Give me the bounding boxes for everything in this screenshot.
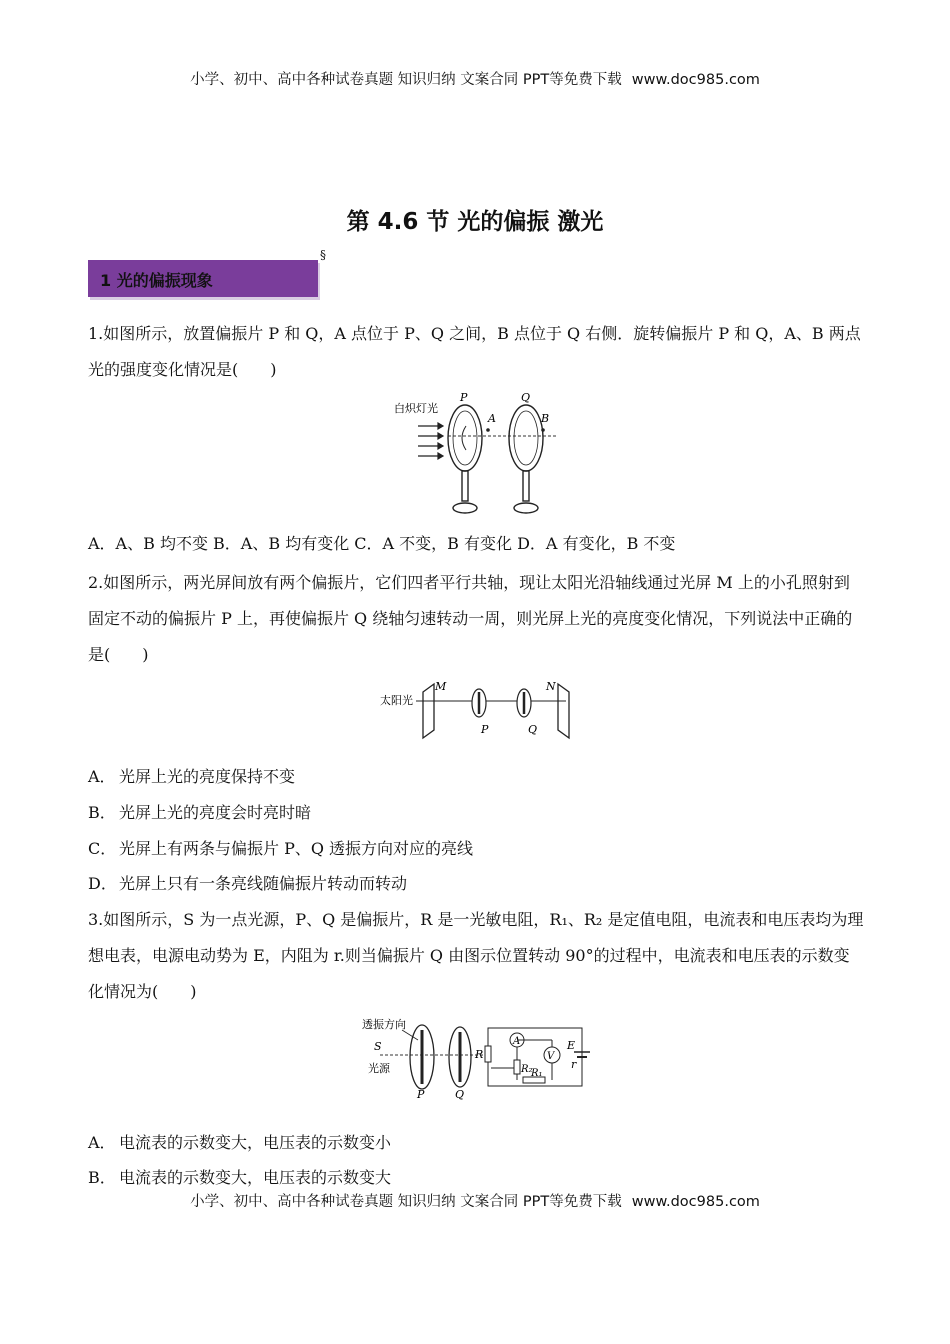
q1-stem: 1.如图所示，放置偏振片 P 和 Q，A 点位于 P、Q 之间，B 点位于 Q 右侧．旋转偏振片 P 和 Q，A、B 两点光的强度变化情况是( ) [88, 324, 861, 379]
voltmeter-label: V [547, 1051, 555, 1062]
q2-label-p: P [481, 723, 489, 736]
q2-option-a-label: A． [88, 767, 116, 786]
q2-figure [378, 680, 574, 740]
q1-label-b: B [541, 412, 550, 425]
q3-label-source: 光源 [368, 1062, 390, 1075]
screen-m [423, 684, 434, 738]
q3-label-internal-r: r [571, 1058, 577, 1071]
q3-option-b [88, 1167, 391, 1189]
q2-option-b-text: 光屏上光的亮度会时亮时暗 [119, 803, 312, 822]
q3-label-p: P [417, 1088, 425, 1100]
section-label: 1 光的偏振现象 [100, 271, 213, 290]
q3-option-a-text: 电流表的示数变大，电压表的示数变小 [119, 1133, 392, 1152]
light-arrows [418, 423, 443, 459]
page-header [0, 68, 950, 89]
q2-label-source: 太阳光 [380, 694, 413, 707]
q1-label-p: P [460, 391, 468, 404]
screen-n [558, 684, 569, 738]
polarizer-p [448, 405, 482, 513]
q3-label-s: S [374, 1040, 382, 1053]
q2-option-b-label: B． [88, 803, 116, 822]
q3-option-a [88, 1132, 391, 1154]
q2-option-a [88, 766, 295, 788]
q2-label-q: Q [528, 723, 538, 736]
q3-option-b-text: 电流表的示数变大，电压表的示数变大 [119, 1168, 392, 1187]
q3-label-r2: R₂ [521, 1064, 533, 1075]
q3-label-e: E [567, 1039, 576, 1052]
footer-site[interactable]: www.doc985.com [631, 1194, 760, 1210]
q2-option-d-text: 光屏上只有一条亮线随偏振片转动而转动 [119, 874, 408, 893]
page-footer [0, 1190, 950, 1211]
q2-option-d [88, 873, 407, 895]
point-b [541, 428, 545, 432]
point-a [486, 428, 490, 432]
q3-figure [360, 1016, 596, 1100]
q3-label-direction: 透振方向 [362, 1018, 406, 1031]
q3-label-r1: R₁ [531, 1068, 543, 1079]
q1-label-q: Q [521, 391, 531, 404]
direction-pointer [402, 1030, 418, 1040]
q1-label-a: A [488, 412, 496, 425]
q2-option-a-text: 光屏上光的亮度保持不变 [119, 767, 296, 786]
q1-figure [390, 390, 565, 522]
section-mark: § [320, 248, 326, 262]
q2-option-d-label: D． [88, 874, 117, 893]
q2-option-c-text: 光屏上有两条与偏振片 P、Q 透振方向对应的亮线 [119, 839, 474, 858]
q2-option-b [88, 802, 311, 824]
header-site[interactable]: www.doc985.com [631, 72, 760, 88]
q2-stem: 2.如图所示，两光屏间放有两个偏振片，它们四者平行共轴，现让太阳光沿轴线通过光屏 M 上的小孔照射到固定不动的偏振片 P 上，再使偏振片 Q 绕轴匀速转动一周，则光屏上光的亮度变化情况，下列说法中正确的是( ) [88, 573, 853, 664]
q3-label-q: Q [455, 1088, 465, 1100]
q1-label-source: 白炽灯光 [394, 402, 438, 415]
header-text: 小学、初中、高中各种试卷真题 知识归纳 文案合同 PPT等免费下载 [190, 72, 622, 88]
q2-option-c-label: C． [88, 839, 117, 858]
q1-options: A．A、B 均不变 B．A、B 均有变化 C．A 不变，B 有变化 D．A 有变化，B 不变 [88, 534, 676, 553]
q2-label-n: N [546, 680, 556, 693]
section-banner [88, 260, 318, 297]
q2-label-m: M [435, 680, 447, 693]
q3-option-a-label: A． [88, 1133, 116, 1152]
q3-option-b-label: B． [88, 1168, 116, 1187]
q2-option-c [88, 838, 473, 860]
footer-text: 小学、初中、高中各种试卷真题 知识归纳 文案合同 PPT等免费下载 [190, 1194, 622, 1210]
q3-stem: 3.如图所示，S 为一点光源，P、Q 是偏振片，R 是一光敏电阻，R₁、R₂ 是定值电阻，电流表和电压表均为理想电表，电源电动势为 E，内阻为 r.则当偏振片 Q 由图示位置转动 90°的过程中，电流表和电压表的示数变化情况为( ) [88, 910, 864, 1001]
page-title: 第 4.6 节 光的偏振 激光 [346, 209, 604, 235]
ammeter-label: A [513, 1036, 521, 1047]
polarizer-q [509, 405, 543, 513]
q3-label-r: R [475, 1048, 484, 1061]
